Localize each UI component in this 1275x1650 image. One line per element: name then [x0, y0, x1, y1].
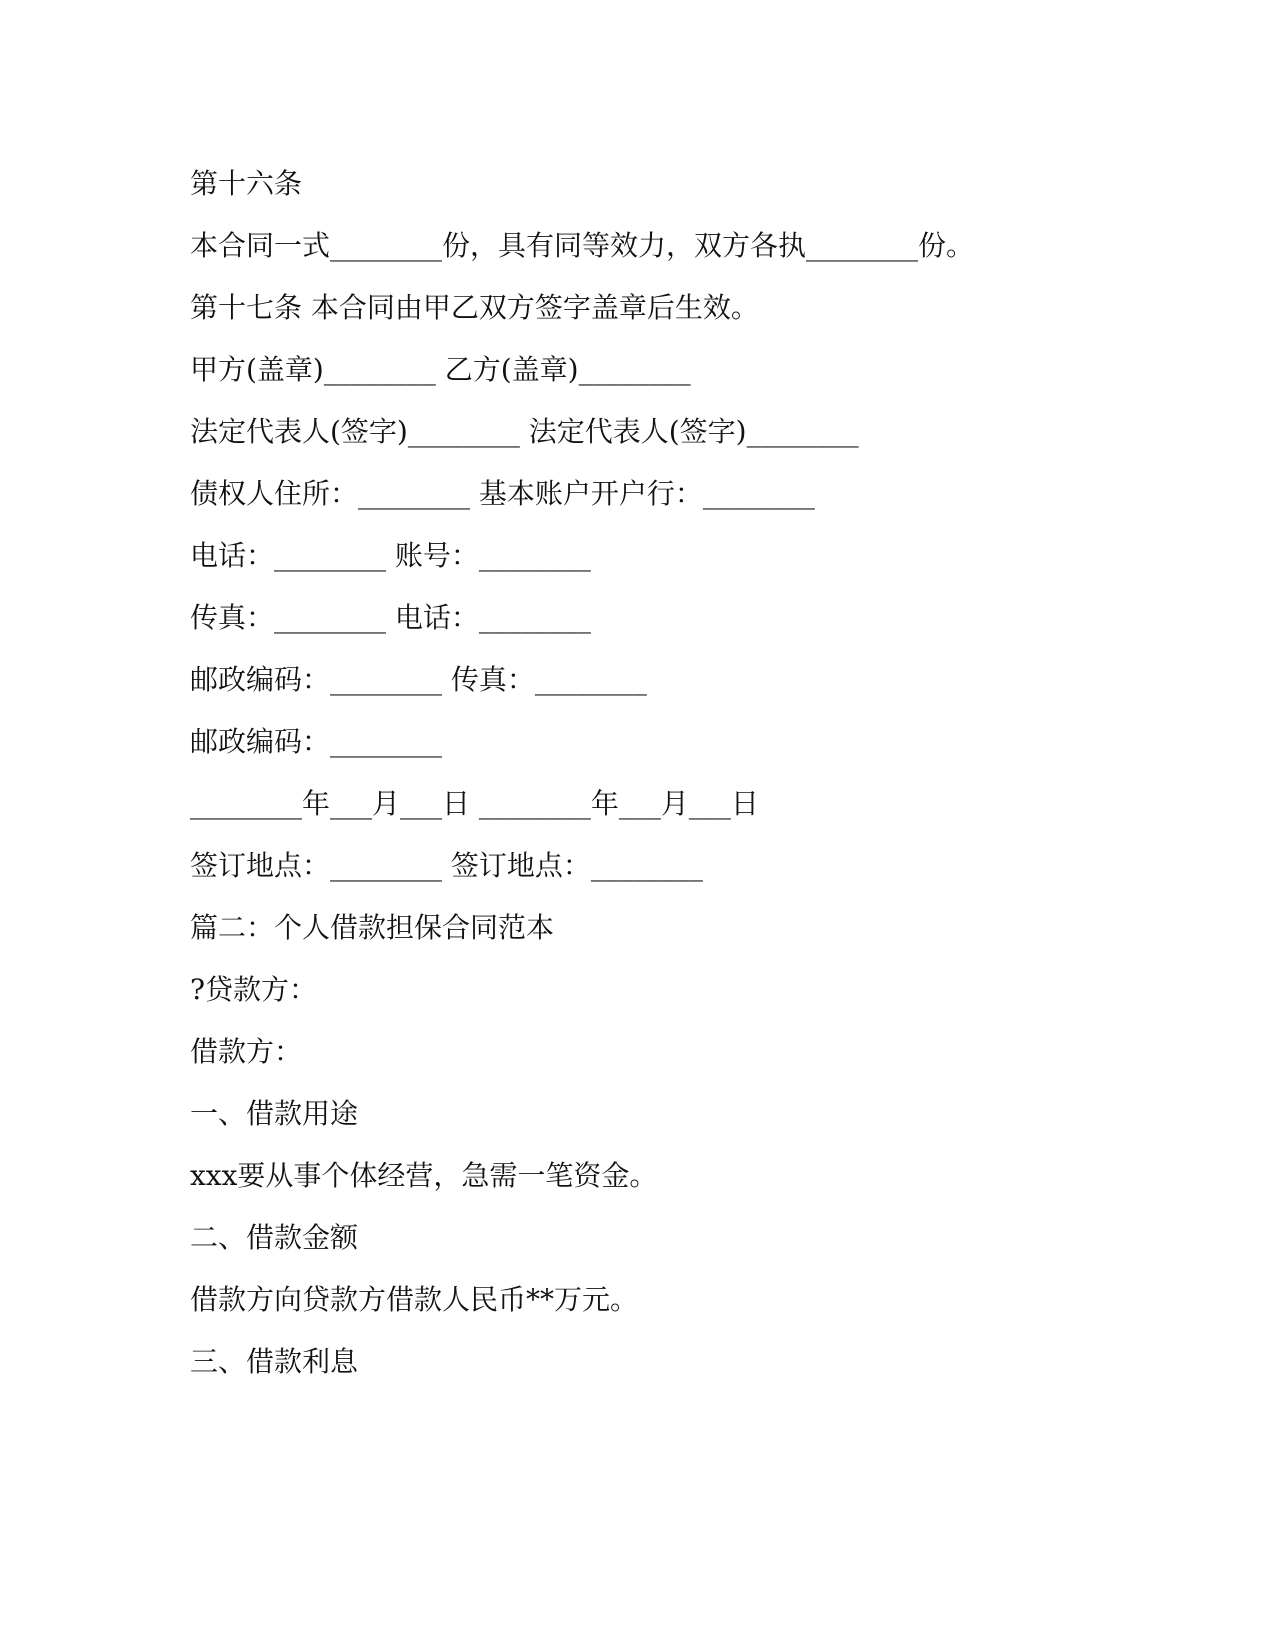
- loan-purpose-heading: 一、借款用途: [190, 1097, 359, 1130]
- section-two-title: 篇二：个人借款担保合同范本: [190, 911, 555, 944]
- party-seal-line: 甲方(盖章)________ 乙方(盖章)________: [190, 353, 691, 386]
- loan-amount-heading: 二、借款金额: [190, 1221, 359, 1254]
- date-line: ________年___月___日 ________年___月___日: [190, 787, 759, 820]
- fax-phone-line: 传真：________ 电话：________: [190, 601, 591, 634]
- loan-amount-text: 借款方向贷款方借款人民币**万元。: [190, 1283, 639, 1316]
- article-16-heading: 第十六条: [190, 167, 303, 200]
- creditor-address-line: 债权人住所：________ 基本账户开户行：________: [190, 477, 815, 510]
- loan-interest-heading: 三、借款利息: [190, 1345, 359, 1378]
- postcode-line: 邮政编码：________: [190, 725, 443, 758]
- legal-representative-line: 法定代表人(签字)________ 法定代表人(签字)________: [190, 415, 859, 448]
- lender-label: ?贷款方：: [190, 973, 318, 1006]
- borrower-label: 借款方：: [190, 1035, 303, 1068]
- signing-place-line: 签订地点：________ 签订地点：________: [190, 849, 703, 882]
- phone-account-line: 电话：________ 账号：________: [190, 539, 591, 572]
- copies-clause: 本合同一式________份，具有同等效力，双方各执________份。: [190, 229, 975, 262]
- postcode-fax-line: 邮政编码：________ 传真：________: [190, 663, 647, 696]
- article-17-clause: 第十七条 本合同由甲乙双方签字盖章后生效。: [190, 291, 759, 324]
- loan-purpose-text: xxx要从事个体经营，急需一笔资金。: [190, 1159, 658, 1192]
